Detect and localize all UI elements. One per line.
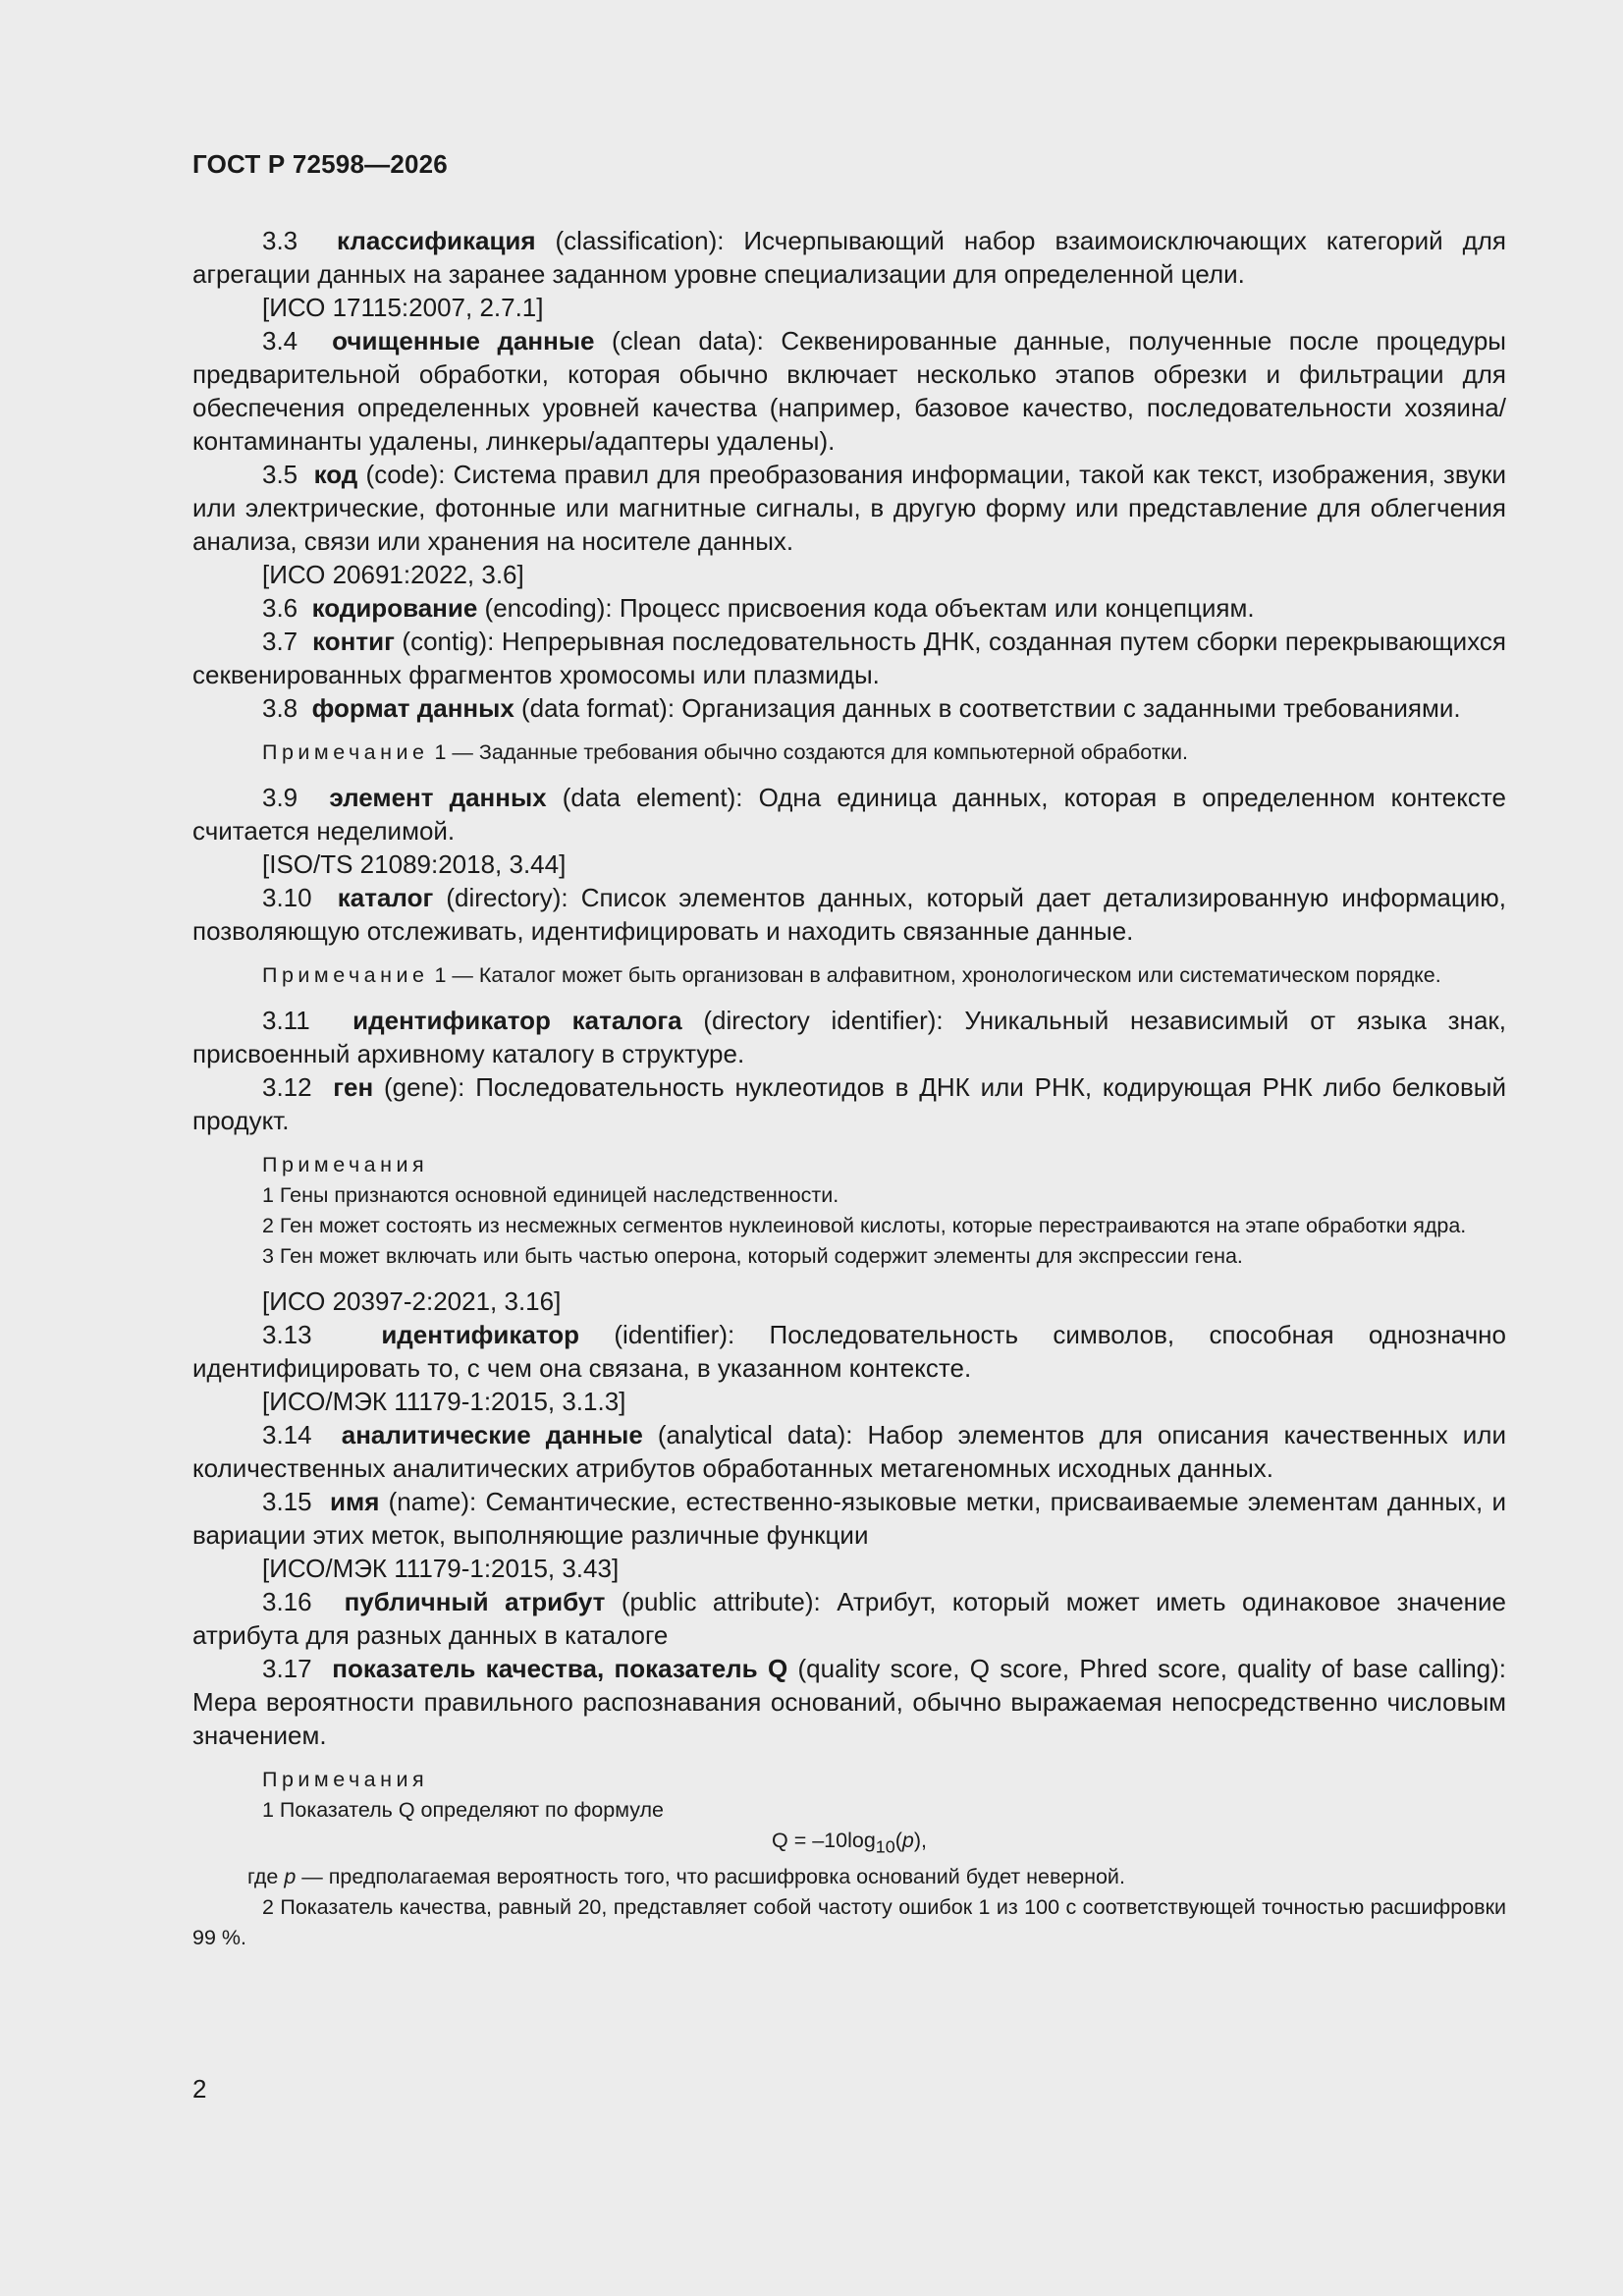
term-description: (quality score, Q score, Phred score, quality of base calling): Мера вероятности правильного распознавания оснований, обычно выражаемая непосредственно числовым значением. [192, 1654, 1507, 1750]
term-number: 3.4 [262, 326, 298, 355]
term-name: аналитические данные [341, 1420, 643, 1449]
term-definition [192, 1318, 1506, 1385]
term-description: (gene): Последовательность нуклеотидов в ДНК или РНК, кодирующая РНК либо белковый продукт. [192, 1072, 1506, 1135]
term-description: (code): Система правил для преобразования информации, такой как текст, изображения, звуки или электрические, фотонные или магнитные сигналы, в другую форму или представление для облегчения анализа, связи или хранения на носителе данных. [192, 460, 1506, 556]
term-number: 3.15 [262, 1487, 312, 1516]
where-text: — предполагаемая вероятность того, что расшифровка оснований будет неверной. [296, 1865, 1125, 1889]
term-description: (directory): Список элементов данных, который дает детализированную информацию, позволяющую отслеживать, идентифицировать и находить связанные данные. [192, 883, 1507, 946]
term-number: 3.8 [262, 693, 298, 723]
term-name: код [313, 460, 358, 489]
note-item: 2 Ген может состоять из несмежных сегментов нуклеиновой кислоты, которые перестраиваются на этапе обработки ядра. [262, 1214, 1467, 1237]
source-reference: [ИСО 20397-2:2021, 3.16] [262, 1286, 562, 1316]
term-description: (data format): Организация данных в соответствии с заданными требованиями. [514, 693, 1461, 723]
term-description: (contig): Непрерывная последовательность ДНК, созданная путем сборки перекрывающихся секвенированных фрагментов хромосомы или плазмиды. [192, 627, 1506, 689]
term-number: 3.13 [262, 1320, 312, 1349]
term-definition [192, 691, 1506, 725]
page-number: 2 [192, 2074, 207, 2104]
term-definition [192, 1070, 1506, 1137]
where-text: где [247, 1865, 285, 1889]
term-definition [192, 881, 1506, 948]
where-variable: p [284, 1865, 297, 1889]
term-description: (name): Семантические, естественно-языковые метки, присваиваемые элементам данных, и вариации этих меток, выполняющие различные функции [192, 1487, 1506, 1550]
formula-variable: p [901, 1829, 914, 1852]
term-number: 3.10 [262, 883, 312, 912]
formula-text: Q = –10log [772, 1829, 876, 1852]
term-description: (data element): Одна единица данных, которая в определенном контексте считается неделимой. [192, 783, 1506, 846]
term-definition [192, 1485, 1506, 1552]
term-name: формат данных [311, 693, 514, 723]
formula: $Q = -10\log_{10}(p)$, [772, 1829, 927, 1857]
formula-explanation [192, 1862, 1506, 1892]
term-definition [192, 781, 1506, 847]
term-number: 3.12 [262, 1072, 312, 1102]
term-description: (identifier): Последовательность символов, способная однозначно идентифицировать то, с чем она связана, в указанном контексте. [192, 1320, 1506, 1383]
note-item: 1 Гены признаются основной единицей наследственности. [262, 1183, 839, 1207]
notes-label: Примечания [262, 1768, 429, 1791]
term-definition [192, 591, 1506, 625]
term-name: каталог [337, 883, 434, 912]
term-name: имя [330, 1487, 380, 1516]
term-name: кодирование [311, 593, 478, 623]
term-name: элемент данных [329, 783, 547, 812]
term-description: (encoding): Процесс присвоения кода объектам или концепциям. [477, 593, 1255, 623]
source-reference: [ISO/TS 21089:2018, 3.44] [262, 849, 567, 879]
term-number: 3.9 [262, 783, 298, 812]
note-text: 1 — Каталог может быть организован в алфавитном, хронологическом или систематическом порядке. [434, 963, 1441, 987]
term-number: 3.17 [262, 1654, 312, 1683]
term-definition [192, 1652, 1506, 1752]
term-name: ген [333, 1072, 374, 1102]
source-reference: [ИСО/МЭК 11179-1:2015, 3.1.3] [262, 1387, 626, 1416]
term-number: 3.11 [262, 1006, 310, 1035]
term-description: (directory identifier): Уникальный независимый от языка знак, присвоенный архивному каталогу в структуре. [192, 1006, 1506, 1068]
note [192, 960, 1506, 991]
term-definition [192, 324, 1506, 458]
term-definition [192, 1418, 1506, 1485]
term-description: (classification): Исчерпывающий набор взаимоисключающих категорий для агрегации данных на заранее заданном уровне специализации для определенной цели. [192, 226, 1506, 289]
source-reference: [ИСО/МЭК 11179-1:2015, 3.43] [262, 1554, 620, 1583]
term-number: 3.3 [262, 226, 298, 255]
note-text: 1 — Заданные требования обычно создаются для компьютерной обработки. [434, 740, 1188, 764]
note-item: 2 Показатель качества, равный 20, представляет собой частоту ошибок 1 из 100 с соответствующей точностью расшифровки 99 %. [192, 1895, 1506, 1950]
term-name: классификация [337, 226, 536, 255]
note-label: Примечание [262, 740, 429, 764]
term-name: идентификатор каталога [352, 1006, 682, 1035]
note [192, 738, 1506, 768]
term-definition [192, 1585, 1506, 1652]
term-name: очищенные данные [332, 326, 595, 355]
source-reference: [ИСО 20691:2022, 3.6] [262, 560, 524, 589]
source-reference: [ИСО 17115:2007, 2.7.1] [262, 293, 544, 322]
term-definition [192, 1004, 1506, 1070]
term-name: показатель качества, показатель Q [332, 1654, 788, 1683]
term-name: контиг [312, 627, 395, 656]
term-number: 3.14 [262, 1420, 312, 1449]
note-item: 3 Ген может включать или быть частью оперона, который содержит элементы для экспрессии гена. [262, 1244, 1243, 1268]
term-definition [192, 224, 1506, 291]
formula-subscript: 10 [875, 1836, 895, 1857]
term-description: (public attribute): Атрибут, который может иметь одинаковое значение атрибута для разных данных в каталоге [192, 1587, 1506, 1650]
term-name: публичный атрибут [344, 1587, 606, 1616]
note-label: Примечание [262, 963, 429, 987]
document-header: ГОСТ Р 72598—2026 [192, 149, 448, 179]
term-number: 3.16 [262, 1587, 312, 1616]
term-name: идентификатор [381, 1320, 580, 1349]
term-definition [192, 625, 1506, 691]
term-number: 3.6 [262, 593, 298, 623]
term-description: (clean data): Секвенированные данные, полученные после процедуры предварительной обработки, которая обычно включает несколько этапов обрезки и фильтрации для обеспечения определенных уровней качества (например, базовое качество, последовательности хозяина/контаминанты удалены, линкеры/адаптеры удалены). [192, 326, 1506, 456]
term-number: 3.5 [262, 460, 298, 489]
term-definition [192, 458, 1506, 558]
notes-label: Примечания [262, 1153, 429, 1176]
note-item: 1 Показатель Q определяют по формуле [262, 1798, 665, 1822]
term-description: (analytical data): Набор элементов для описания качественных или количественных аналитических атрибутов обработанных метагеномных исходных данных. [192, 1420, 1506, 1483]
term-number: 3.7 [262, 627, 298, 656]
document-body [192, 224, 1506, 1953]
